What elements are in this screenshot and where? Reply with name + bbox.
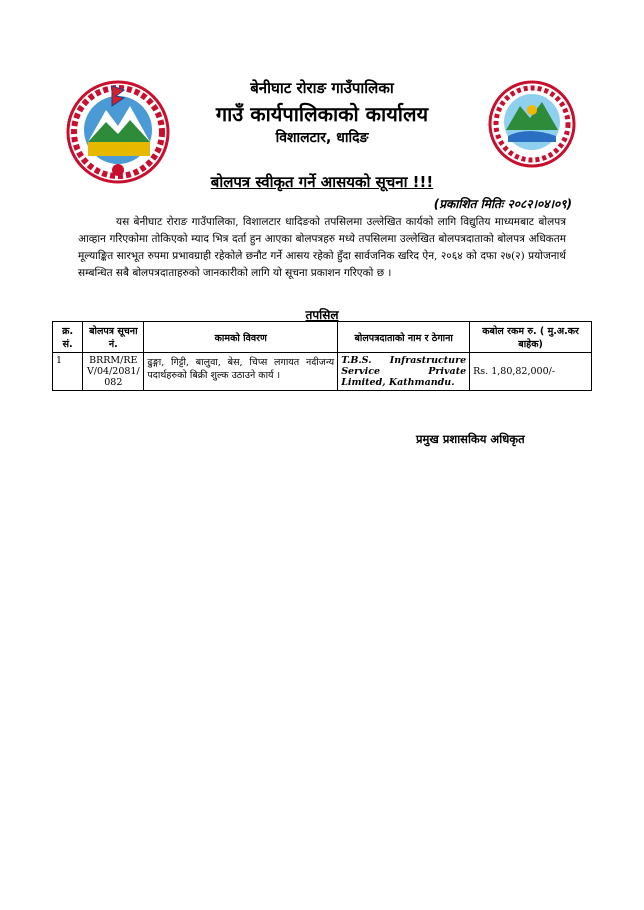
municipality-name: बेनीघाट रोराङ गाउँपालिका bbox=[250, 79, 394, 97]
signature-title: प्रमुख प्रशासकिय अधिकृत bbox=[416, 432, 525, 446]
bid-table bbox=[52, 321, 592, 391]
table-caption: तपसिल bbox=[305, 308, 339, 322]
table-header-row bbox=[53, 322, 592, 353]
notice-title: बोलपत्र स्वीकृत गर्ने आसयको सूचना !!! bbox=[210, 173, 434, 191]
cell-amount: Rs. 1,80,82,000/- bbox=[470, 353, 592, 391]
notice-body: यस बेनीघाट रोराङ गाउँपालिका, विशालटार धादिङको तपसिलमा उल्लेखित कार्यको लागि विद्युतिय माध्यमबाट बोलपत्र आव्हान गरिएकोमा तोकिएको म्याद भित्र दर्ता हुन आएका बोलपत्रहरु मध्ये तपसिलमा उल्लेखित बोलपत्रदाताको बोलपत्र अधिकतम मूल्याङ्कित सारभूत रुपमा प्रभावग्राही रहेकोले छनौट गर्ने आसय रहेको हुँदा सार्वजनिक खरिद ऐन, २०६४ को दफा २७(२) प्रयोजनार्थ सम्बन्धित सबै बोलपत्रदाताहरुको जानकारीको लागि यो सूचना प्रकाशन गरिएको छ । bbox=[78, 216, 566, 279]
header-description: कामको विवरण bbox=[144, 322, 338, 353]
office-name: गाउँ कार्यपालिकाको कार्यालय bbox=[215, 102, 429, 126]
header-notice-no: बोलपत्र सूचना नं. bbox=[83, 322, 144, 353]
cell-sn: 1 bbox=[53, 353, 83, 391]
cell-description: ढुङ्गा, गिट्टी, बालुवा, बेस, चिप्स लगायत नदीजन्य पदार्थहरुको बिक्री शुल्क उठाउने कार्य । bbox=[144, 353, 338, 391]
office-address: विशालटार, धादिङ bbox=[275, 130, 369, 146]
header-sn: क्र. सं. bbox=[53, 322, 83, 353]
table-row bbox=[53, 353, 592, 391]
published-date: (प्रकाशित मितिः २०८२।०४।०९) bbox=[433, 197, 572, 211]
cell-bidder: T.B.S. Infrastructure Service Private Limited, Kathmandu. bbox=[338, 353, 470, 391]
cell-notice-no: BRRM/REV/04/2081/082 bbox=[83, 353, 144, 391]
header-bidder: बोलपत्रदाताको नाम र ठेगाना bbox=[338, 322, 470, 353]
header-amount: कबोल रकम रु. ( मु.अ.कर बाहेक) bbox=[470, 322, 592, 353]
